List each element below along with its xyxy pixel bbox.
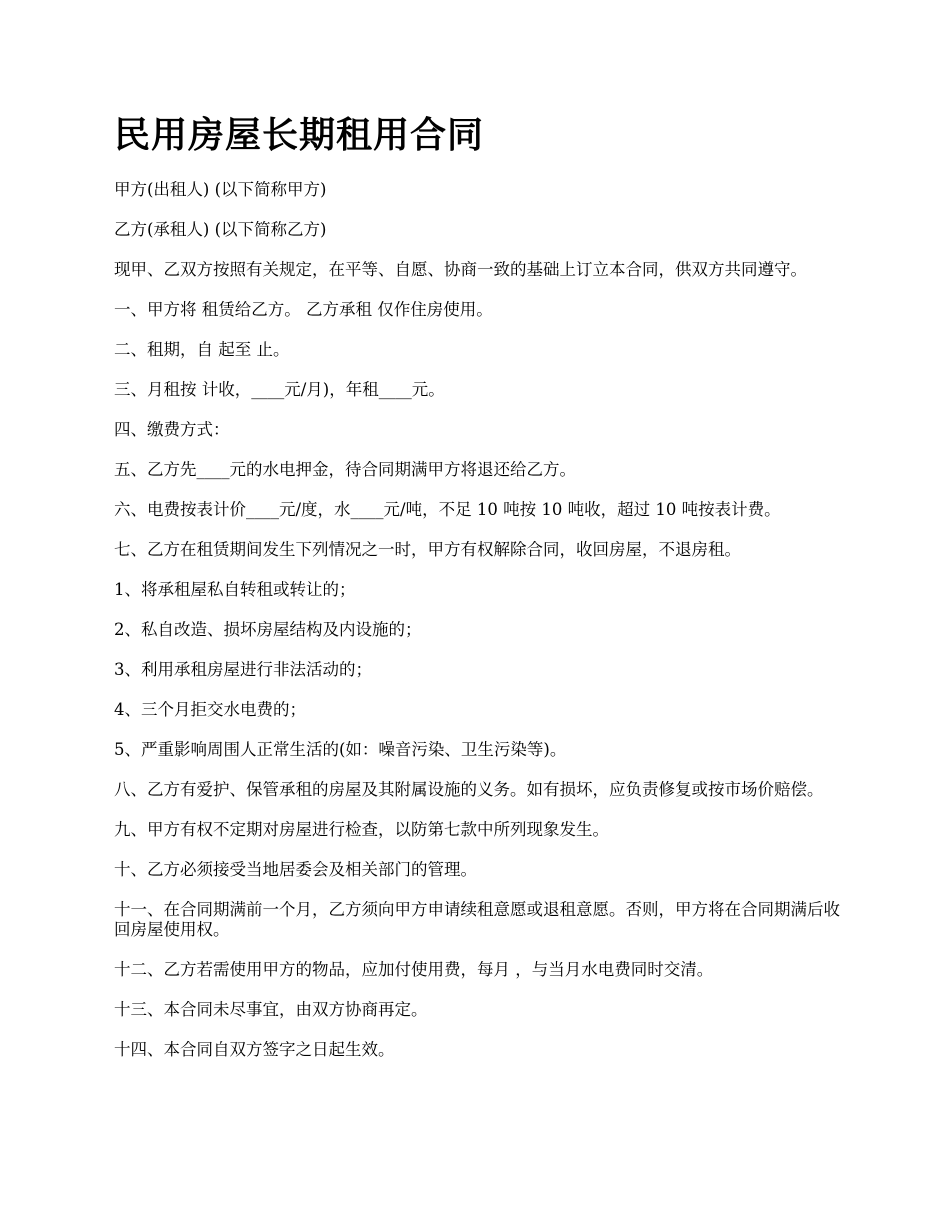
party-a-line: 甲方(出租人) (以下简称甲方) <box>114 180 327 199</box>
clause-7-item-2: 2、私自改造、损坏房屋结构及内设施的； <box>114 620 422 639</box>
party-b-line: 乙方(承租人) (以下简称乙方) <box>114 220 327 239</box>
clause-3: 三、月租按 计收，____元/月)，年租____元。 <box>114 380 445 399</box>
clause-7: 七、乙方在租赁期间发生下列情况之一时，甲方有权解除合同，收回房屋，不退房租。 <box>114 540 741 559</box>
clause-13: 十三、本合同未尽事宜，由双方协商再定。 <box>114 1000 428 1019</box>
clause-14: 十四、本合同自双方签字之日起生效。 <box>114 1040 395 1059</box>
clause-2: 二、租期，自 起至 止。 <box>114 340 290 359</box>
clause-7-item-1: 1、将承租屋私自转租或转让的； <box>114 580 356 599</box>
clause-6: 六、电费按表计价____元/度，水____元/吨，不足 10 吨按 10 吨收，超过 10 吨按表计费。 <box>114 500 781 519</box>
clause-11: 十一、在合同期满前一个月，乙方须向甲方申请续租意愿或退租意愿。否则，甲方将在合同期满后收回房屋使用权。 <box>114 900 840 939</box>
clause-4: 四、缴费方式： <box>114 420 230 439</box>
clause-7-item-3: 3、利用承租房屋进行非法活动的； <box>114 660 372 679</box>
document-title: 民用房屋长期租用合同 <box>114 115 485 156</box>
clause-7-item-5: 5、严重影响周围人正常生活的(如：噪音污染、卫生污染等)。 <box>114 740 567 759</box>
clause-7-item-4: 4、三个月拒交水电费的； <box>114 700 306 719</box>
clause-10: 十、乙方必须接受当地居委会及相关部门的管理。 <box>114 860 477 879</box>
clause-9: 九、甲方有权不定期对房屋进行检查，以防第七款中所列现象发生。 <box>114 820 609 839</box>
clause-1: 一、甲方将 租赁给乙方。 乙方承租 仅作住房使用。 <box>114 300 493 319</box>
clause-12: 十二、乙方若需使用甲方的物品，应加付使用费，每月 ，与当月水电费同时交清。 <box>114 960 714 979</box>
clause-5: 五、乙方先____元的水电押金，待合同期满甲方将退还给乙方。 <box>114 460 576 479</box>
document-page <box>114 110 844 1080</box>
preamble-paragraph: 现甲、乙双方按照有关规定，在平等、自愿、协商一致的基础上订立本合同，供双方共同遵守。 <box>114 260 807 279</box>
clause-8: 八、乙方有爱护、保管承租的房屋及其附属设施的义务。如有损坏，应负责修复或按市场价赔偿。 <box>114 780 824 799</box>
